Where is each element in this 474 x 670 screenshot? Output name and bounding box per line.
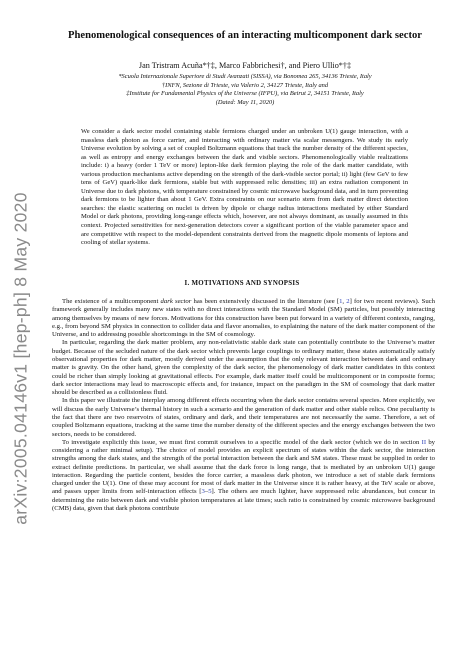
emphasis-text: dark sector: [160, 298, 192, 305]
affiliation-infn: †INFN, Sezione di Trieste, via Valerio 2, 34127 Trieste, Italy and: [161, 81, 329, 89]
body-text: The existence of a multicomponent: [62, 298, 161, 305]
arxiv-identifier: arXiv:2005.04146v1 [hep-ph] 8 May 2020: [10, 191, 31, 525]
author-list: Jan Tristram Acuña*†‡, Marco Fabbrichesi†, and Piero Ullio*†‡: [138, 61, 352, 70]
body-paragraph: [52, 339, 435, 397]
abstract: We consider a dark sector model containing stable fermions charged under an unbroken U(1) gauge interaction, with a massless dark photon as force carrier, and interacting with ordinary matter via scalar messengers. We study its early Universe evolution by solving a set of coupled Boltzmann equations that track the number density of the different species, as well as entropy and energy exchanges between the dark and visible sectors. Phenomenologically viable realizations include: i) a heavy (order 1 TeV or more) lepton-like dark fermion playing the role of the dark matter candidate, with various production mechanisms active depending on the strength of the dark-visible sector portal; ii) light (few GeV to few tens of GeV) quark-like dark fermions, stable but with suppressed relic densities; iii) an extra radiation component in Universe due to dark photons, with temperature constrained by cosmic microwave background data, and in turn preventing dark fermions to be lighter than about 1 GeV. Extra constraints on our scenario stem from dark matter direct detection searches: the elastic scattering on nuclei is driven by dipole or charge radius interactions mediated by either Standard Model or dark photons, providing long-range effects which, however, are not always dominant, as usually assumed in this context. Projected sensitivities for next-generation detectors cover a significant portion of the viable parameter space and are competitive with respect to the model-dependent constraints derived from the magnetic dipole moments of leptons and cooling of stellar systems.: [81, 128, 408, 247]
paper-title: Phenomenological consequences of an interacting multicomponent dark sector: [68, 30, 422, 41]
section-heading: I. MOTIVATIONS AND SYNOPSIS: [184, 280, 300, 287]
citation-link[interactable]: 2: [346, 298, 350, 305]
citation-link[interactable]: II: [421, 438, 427, 446]
affiliation-ifpu: ‡Institute for Fundamental Physics of the Universe (IFPU), via Beirut 2, 34151 Trieste, Italy: [126, 90, 364, 98]
body-text: ] for two recent reviews). Such framework generally includes many new states with no direct interactions with the Standard Model (SM) particles, but possibly interacting among themselves by means of new forces. Motivations for this construction have been put forward in a variety of different contexts, ranging, e.g., from beyond SM physics in connection to collider data and flavor anomalies, to explaining the nature of the dark matter component of the Universe, and to addressing possible shortcomings in the SM of cosmology.: [52, 298, 435, 339]
section-body: [52, 298, 435, 513]
body-paragraph: [52, 298, 435, 339]
affiliation-sissa: *Scuola Internazionale Superiore di Studi Avanzati (SISSA), via Bonomea 265, 34136 Trieste, Italy: [118, 73, 372, 80]
body-text: has been extensively discussed in the literature (see [: [191, 298, 340, 305]
date-line: (Dated: May 11, 2020): [215, 98, 275, 106]
body-text: ,: [342, 298, 347, 305]
citation-link[interactable]: 1: [339, 298, 343, 305]
affiliations: [40, 73, 450, 107]
body-text: In this paper we illustrate the interplay among different effects occurring when the dark sector contains several species. More explicitly, we will discuss the early Universe’s thermal history in such a scenario and the generation of dark matter and other stable relics. One peculiarity is the fact that there are two reservoirs of states, ordinary and dark, and their temperatures are not necessarily the same. Therefore, a set of coupled Boltzmann equations, tracking at the same time the number density of the different species and the energy exchanges between the two sectors, needs to be considered.: [52, 397, 435, 438]
body-text: –: [204, 488, 209, 496]
body-text: ]. The others are much lighter, have suppressed relic abundances, but concur in determining the ratio between dark and visible photon temperatures at late times; such ratio is constrained by cosmic microwave background (CMB) data, given that dark photons contribute: [52, 488, 436, 513]
body-paragraph: [52, 439, 435, 514]
body-paragraph: [52, 397, 435, 438]
body-text: To investigate explicitly this issue, we must first commit ourselves to a specific model of the dark sector (which we do in section: [62, 438, 422, 446]
citation-link[interactable]: 5: [208, 488, 212, 496]
body-text: In particular, regarding the dark matter problem, any non-relativistic stable dark state can potentially contribute to the Universe’s matter budget. Because of the secluded nature of the dark sector which prevents large couplings to ordinary matter, these states automatically satisfy observational properties for dark matter, mostly derived under the assumption that the only relevant interaction between dark and ordinary matter is gravity. On the other hand, given the complexity of the dark sector, the phenomenology of dark matter candidates in this context could be richer than simply looking at gravitational effects. For example, dark matter itself could be multicomponent or in composite forms; dark sector interactions may lead to macroscopic effects and, for instance, impact on the paradigm in the SM of cosmology that dark matter should be described as a collisionless fluid.: [52, 339, 435, 397]
citation-link[interactable]: 3: [201, 488, 205, 496]
body-text: by considering a rather minimal setup). The choice of model provides an explicit spectrum of states within the dark sector, the interaction strengths among the dark states, and the strength of the portal interaction between the dark and SM states. These must be supplied in order to extract definite predictions. In particular, we shall assume that the dark force is long range, that is mediated by an unbroken U(1) gauge interaction. Regarding the particle content, besides the force carrier, a massless dark photon, we introduce a set of stable dark fermions charged under the U(1). One of these may account for most of dark matter in the Universe since it is rather heavy, at the TeV scale or above, and passes upper limits from self-interaction effects [: [52, 438, 436, 496]
